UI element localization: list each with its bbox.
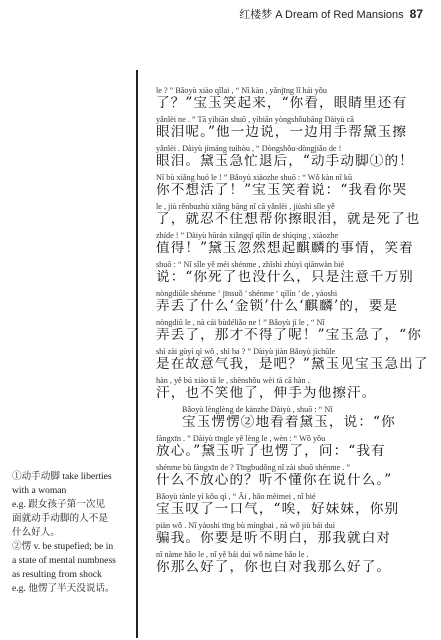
text-line: [156, 173, 432, 202]
pinyin-line: Bǎoyù lènglèng de kànzhe Dàiyù , shuō : “ Nǐ: [182, 405, 333, 414]
book-title: 红楼梦 A Dream of Red Mansions: [239, 9, 404, 21]
pinyin-line: shénme bù fàngxīn de ? Tīngbudǒng nǐ zài shuō shénme . ”: [156, 463, 351, 472]
main-text: [156, 86, 432, 575]
chinese-line: 是在故意气我，是吧？”黛玉见宝玉急出了: [156, 357, 429, 372]
pinyin-line: yǎnlèi ne . ” Tā yìbiān shuō , yìbiān yòngshǒubāng Dàiyù cā: [156, 115, 354, 124]
pinyin-line: hàn , yě bú xiào tā le , shēnshǒu wèi tā cā hàn .: [156, 376, 310, 385]
chinese-line: 弄丢了什么‘金锁’什么‘麒麟’的，要是: [156, 299, 399, 314]
text-line: [156, 231, 432, 260]
chinese-line: 眼泪。黛玉急忙退后，“动手动脚①的！: [156, 154, 414, 169]
text-line: [156, 434, 432, 463]
chinese-line: 什么不放心的？听不懂你在说什么。”: [156, 473, 393, 488]
pinyin-line: shì zài gùyì qì wǒ , shì ba ? ” Dàiyù jiàn Bǎoyù jíchūle: [156, 347, 336, 356]
text-line: [156, 144, 432, 173]
chinese-line: 说：“你死了也没什么，只是注意千万别: [156, 270, 414, 285]
footnote-line: e.g. 他愣了半天没说话。: [12, 583, 115, 594]
text-line: [156, 463, 432, 492]
pinyin-line: le , jiù rěnbuzhù xiǎng bāng nǐ cā yǎnlèi , jiùshì sǐle yě: [156, 202, 335, 211]
chinese-line: 骗我。你要是听不明白，那我就白对: [156, 531, 392, 546]
text-line: [156, 347, 432, 376]
pinyin-line: Bǎoyù tànle yì kǒu qì , “ Āi , hǎo mèimei , nǐ bié: [156, 492, 316, 501]
text-line: [156, 550, 432, 575]
text-line: [156, 202, 432, 231]
pinyin-line: nòngdiū le , nà cái bùdéliǎo ne ! ” Bǎoyù jí le , “ Nǐ: [156, 318, 325, 327]
pinyin-line: shuō : “ Nǐ sǐle yě méi shénme , zhǐshì zhùyì qiānwàn bié: [156, 260, 345, 269]
footnote-line: as resulting from shock: [12, 569, 102, 580]
pinyin-line: zhíde ! ” Dàiyù hūrán xiǎngqǐ qílín de shìqing , xiàozhe: [156, 231, 339, 240]
chinese-line: 你不想活了！”宝玉笑着说：“我看你哭: [156, 183, 408, 198]
chinese-line: 眼泪呢。”他一边说，一边用手帮黛玉擦: [156, 125, 408, 140]
text-line: [156, 260, 432, 289]
text-line: [156, 521, 432, 550]
pinyin-line: le ? ” Bǎoyù xiào qǐlai , “ Nǐ kàn , yǎnjīng lǐ hái yǒu: [156, 86, 327, 95]
text-line: [156, 492, 432, 521]
chinese-line: 弄丢了，那才不得了呢！”宝玉急了，“你: [156, 328, 422, 343]
text-line: [156, 115, 432, 144]
page-number: 87: [409, 7, 423, 21]
footnotes: [12, 470, 140, 596]
pinyin-line: piàn wǒ . Nǐ yàoshi tīng bù míngbai , nà wǒ jiù bái duì: [156, 521, 335, 530]
chinese-line: 你那么好了，你也白对我那么好了。: [156, 560, 392, 575]
footnote-line: ①动手动脚 take liberties: [12, 471, 112, 482]
chinese-line: 放心。”黛玉听了也愣了，问：“我有: [156, 444, 386, 459]
footnote-line: 面就动手动脚的人不是: [12, 513, 108, 524]
pinyin-line: Nǐ bù xiǎng huó le ! ” Bǎoyù xiàozhe shuō : “ Wǒ kàn nǐ kū: [156, 173, 353, 182]
text-line: [156, 86, 432, 115]
chinese-line: 值得！”黛玉忽然想起麒麟的事情，笑着: [156, 241, 414, 256]
chinese-line: 汗，也不笑他了，伸手为他擦汗。: [156, 386, 377, 401]
footnote-line: with a woman: [12, 485, 67, 496]
chinese-line: 了，就忍不住想帮你擦眼泪，就是死了也: [156, 212, 421, 227]
chinese-line: 宝玉叹了一口气，“唉，好妹妹，你别: [156, 502, 400, 517]
pinyin-line: yǎnlèi . Dàiyù jímáng tuìhòu , “ Dòngshǒu-dòngjiǎo de !: [156, 144, 342, 153]
text-line: [156, 405, 432, 434]
page-header: [239, 6, 423, 22]
footnote-line: a state of mental numbness: [12, 555, 116, 566]
chinese-line: 了？”宝玉笑起来，“你看，眼睛里还有: [156, 96, 408, 111]
pinyin-line: nòngdiūle shénme ‘ jīnsuǒ ’ shénme ‘ qílín ’ de , yàoshi: [156, 289, 338, 298]
text-line: [156, 318, 432, 347]
pinyin-line: nǐ nàme hǎo le , nǐ yě bái duì wǒ nàme hǎo le .: [156, 550, 309, 559]
footnote-line: e.g. 跟女孩子第一次见: [12, 499, 106, 510]
pinyin-line: fàngxīn . ” Dàiyù tīngle yě lèng le , wèn : “ Wǒ yǒu: [156, 434, 326, 443]
text-line: [156, 289, 432, 318]
footnote-line: 什么好人。: [12, 527, 60, 538]
footnote-line: ②愣 v. be stupefied; be in: [12, 541, 114, 552]
text-line: [156, 376, 432, 405]
chinese-line: 宝玉愣愣②地看着黛玉，说：“你: [182, 415, 396, 430]
